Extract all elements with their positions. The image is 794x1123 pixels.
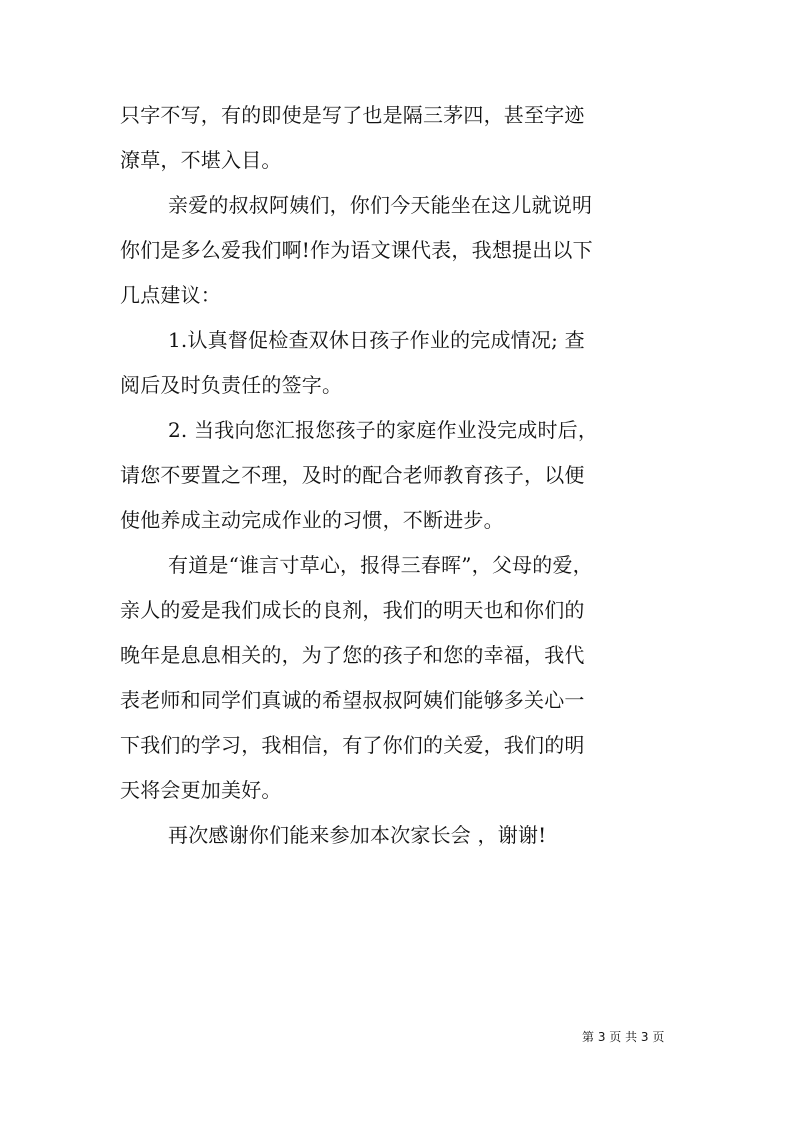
- text-line: 几点建议：: [120, 283, 221, 307]
- text-line: 表老师和同学们真诚的希望叔叔阿姨们能够多关心一: [120, 688, 585, 712]
- list-item-2: 2. 当我向您汇报您孩子的家庭作业没完成时后，: [168, 418, 599, 442]
- text-line: 天将会更加美好。: [120, 778, 282, 802]
- text-line: 晚年是息息相关的，为了您的孩子和您的幸福，我代: [120, 643, 585, 667]
- text-line: 你们是多么爱我们啊!作为语文课代表，我想提出以下: [120, 238, 593, 262]
- text-line: 使他养成主动完成作业的习惯，不断进步。: [120, 508, 504, 532]
- closing-line: 再次感谢你们能来参加本次家长会 ，谢谢!: [168, 823, 547, 847]
- text-line: 亲人的爱是我们成长的良剂，我们的明天也和你们的: [120, 598, 585, 622]
- paragraph-start: 亲爱的叔叔阿姨们，你们今天能坐在这儿就说明: [168, 193, 593, 217]
- page-footer: 第 3 页 共 3 页: [582, 1030, 665, 1044]
- text-line: 阅后及时负责任的签字。: [120, 373, 343, 397]
- list-item-1: 1.认真督促检查双休日孩子作业的完成情况; 查: [168, 328, 585, 352]
- text-line: 请您不要置之不理，及时的配合老师教育孩子，以便: [120, 463, 585, 487]
- text-line: 潦草，不堪入目。: [120, 148, 282, 172]
- paragraph-start: 有道是“谁言寸草心，报得三春晖”，父母的爱，: [168, 553, 593, 577]
- text-line: 下我们的学习，我相信，有了你们的关爱，我们的明: [120, 733, 585, 757]
- text-line: 只字不写，有的即使是写了也是隔三茅四，甚至字迹: [120, 103, 585, 127]
